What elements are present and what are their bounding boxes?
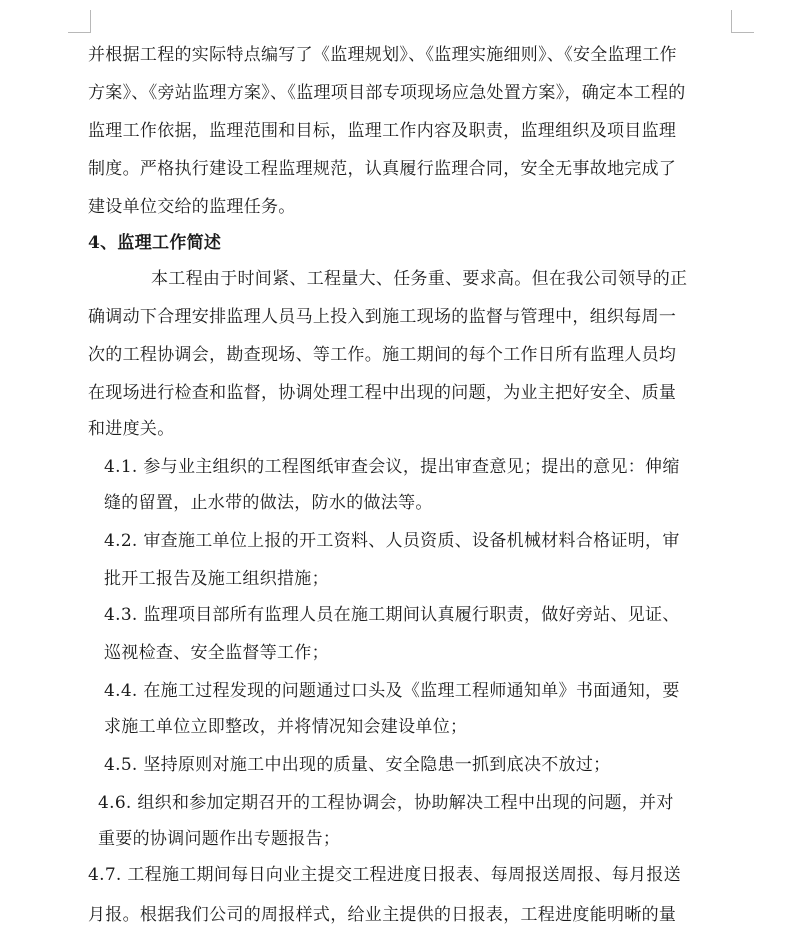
summary-line: 确调动下合理安排监理人员马上投入到施工现场的监督与管理中，组织每周一	[88, 307, 677, 327]
summary-line: 和进度关。	[88, 419, 175, 439]
list-item-line: 批开工报告及施工组织措施；	[104, 569, 329, 589]
list-item-line: 4.6. 组织和参加定期召开的工程协调会，协助解决工程中出现的问题，并对	[98, 793, 674, 813]
intro-line: 方案》、《旁站监理方案》、《监理项目部专项现场应急处置方案》，确定本工程的	[88, 83, 686, 103]
list-item-line: 重要的协调问题作出专题报告；	[98, 829, 341, 849]
list-item-line: 月报。根据我们公司的周报样式，给业主提供的日报表，工程进度能明晰的量	[88, 905, 677, 925]
intro-line: 并根据工程的实际特点编写了《监理规划》、《监理实施细则》、《安全监理工作	[88, 45, 677, 65]
section-heading: 4、监理工作简述	[88, 233, 222, 253]
list-item-line: 4.3. 监理项目部所有监理人员在施工期间认真履行职责，做好旁站、见证、	[104, 605, 680, 625]
summary-line: 次的工程协调会，勘查现场、等工作。施工期间的每个工作日所有监理人员均	[88, 345, 677, 365]
list-item-line: 4.7. 工程施工期间每日向业主提交工程进度日报表、每周报送周报、每月报送	[88, 865, 681, 885]
list-item-line: 求施工单位立即整改，并将情况知会建设单位；	[104, 717, 468, 737]
list-item-line: 4.2. 审查施工单位上报的开工资料、人员资质、设备机械材料合格证明，审	[104, 531, 680, 551]
list-item-line: 4.4. 在施工过程发现的问题通过口头及《监理工程师通知单》书面通知，要	[104, 681, 680, 701]
intro-line: 监理工作依据，监理范围和目标，监理工作内容及职责，监理组织及项目监理	[88, 121, 677, 141]
list-item-line: 巡视检查、安全监督等工作；	[104, 643, 329, 663]
intro-line: 制度。严格执行建设工程监理规范，认真履行监理合同，安全无事故地完成了	[88, 159, 677, 179]
list-item-line: 缝的留置，止水带的做法，防水的做法等。	[104, 493, 433, 513]
intro-line: 建设单位交给的监理任务。	[88, 197, 296, 217]
list-item-line: 4.1. 参与业主组织的工程图纸审查会议，提出审查意见；提出的意见：伸缩	[104, 457, 680, 477]
list-item-line: 4.5. 坚持原则对施工中出现的质量、安全隐患一抓到底决不放过；	[104, 755, 611, 775]
summary-line: 本工程由于时间紧、工程量大、任务重、要求高。但在我公司领导的正	[151, 269, 688, 289]
summary-line: 在现场进行检查和监督，协调处理工程中出现的问题，为业主把好安全、质量	[88, 383, 677, 403]
